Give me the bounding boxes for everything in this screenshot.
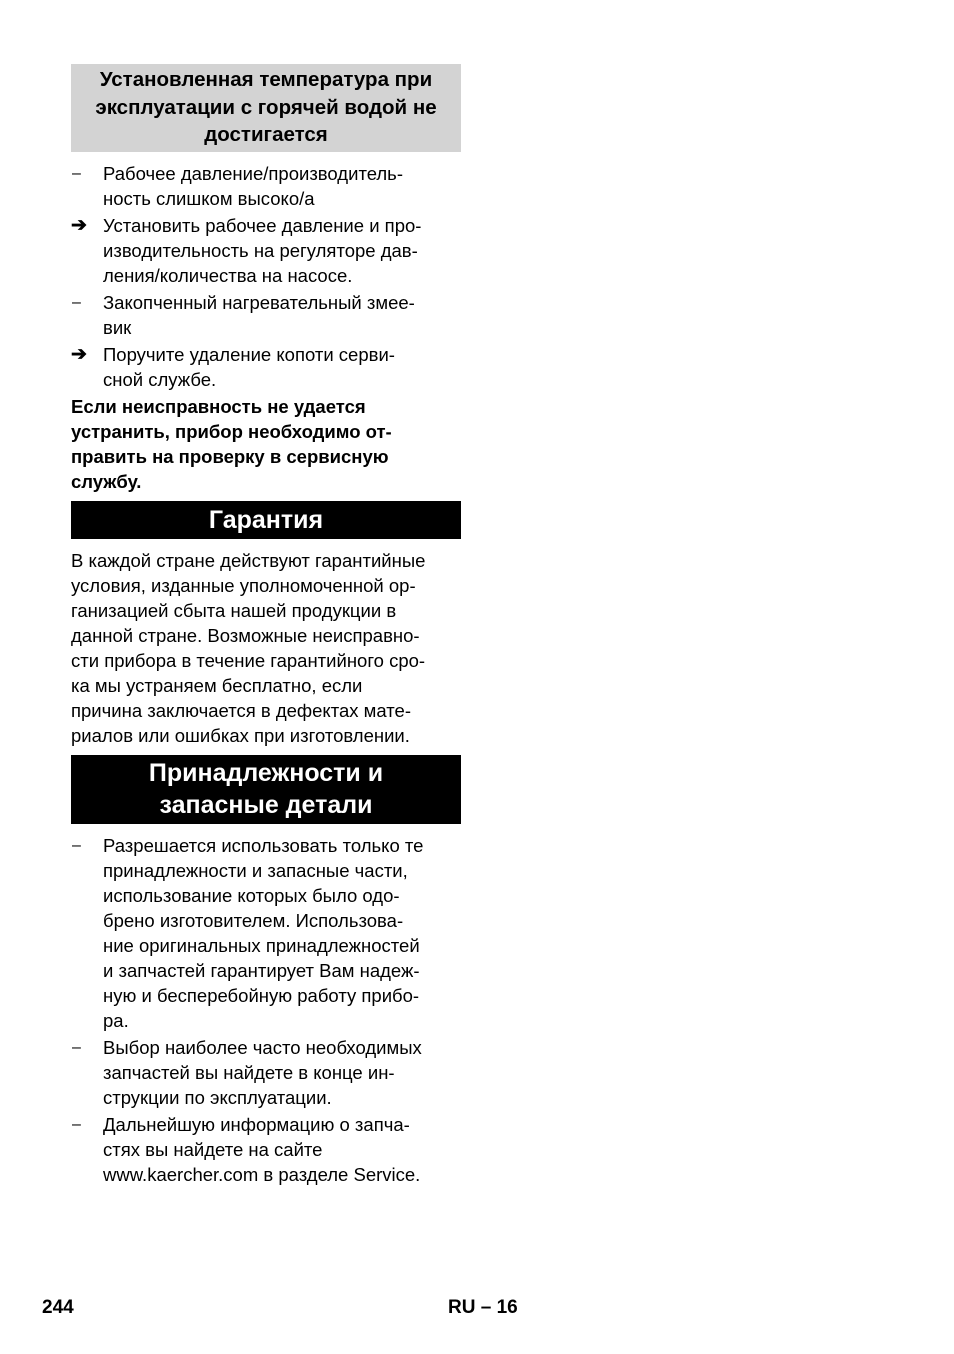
item-line: вик	[103, 316, 132, 338]
list-item	[71, 290, 461, 340]
item-line: использование которых было одо-	[103, 884, 400, 906]
item-line: ную и бесперебойную работу прибо-	[103, 984, 420, 1006]
dash-bullet: –	[72, 836, 81, 854]
item-line: струкции по эксплуатации.	[103, 1086, 332, 1108]
item-line: изводительность на регуляторе дав-	[103, 239, 418, 261]
warranty-text	[71, 548, 461, 748]
item-line: принадлежности и запасные части,	[103, 859, 408, 881]
text-line: причина заключается в дефектах мате-	[71, 699, 411, 721]
text-line: условия, изданные уполномоченной ор-	[71, 574, 416, 596]
note-line: устранить, прибор необходимо от-	[71, 420, 392, 442]
text-line: риалов или ошибках при изготовлении.	[71, 724, 410, 746]
arrow-right-icon: ➔	[71, 214, 87, 236]
service-note	[71, 394, 461, 494]
item-line: запчастей вы найдете в конце ин-	[103, 1061, 395, 1083]
list-item	[71, 342, 461, 392]
item-line: стях вы найдете на сайте	[103, 1138, 323, 1160]
accessories-list	[71, 833, 461, 1187]
content-column	[71, 64, 461, 1187]
item-line: Разрешается использовать только те	[103, 834, 424, 856]
list-item	[71, 1112, 461, 1187]
text-line: сти прибора в течение гарантийного сро-	[71, 649, 426, 671]
accessories-heading	[71, 755, 461, 824]
text-line: В каждой стране действуют гарантийные	[71, 549, 426, 571]
item-line: ра.	[103, 1009, 129, 1031]
list-item	[71, 833, 461, 1033]
troubleshooting-list	[71, 161, 461, 392]
item-line: Дальнейшую информацию о запча-	[103, 1113, 410, 1135]
heading-line: Принадлежности и	[148, 758, 384, 787]
dash-bullet: –	[72, 1115, 81, 1133]
item-line: Установить рабочее давление и про-	[103, 214, 422, 236]
item-line: Рабочее давление/производитель-	[103, 162, 403, 184]
text-line: ка мы устраняем бесплатно, если	[71, 674, 363, 696]
item-line: ность слишком высоко/а	[103, 187, 315, 209]
language-page-label: RU – 16	[448, 1297, 518, 1318]
item-line: Выбор наиболее часто необходимых	[103, 1036, 422, 1058]
arrow-right-icon: ➔	[71, 343, 87, 365]
note-line: службу.	[71, 470, 142, 492]
dash-bullet: –	[72, 1038, 81, 1056]
item-line: Поручите удаление копоти серви-	[103, 343, 395, 365]
list-item	[71, 1035, 461, 1110]
heading-line: запасные детали	[159, 790, 373, 819]
item-line: и запчастей гарантирует Вам надеж-	[103, 959, 420, 981]
note-line: Если неисправность не удается	[71, 395, 366, 417]
item-line: сной службе.	[103, 368, 217, 390]
item-line: Закопченный нагревательный змее-	[103, 291, 415, 313]
item-line: брено изготовителем. Использова-	[103, 909, 404, 931]
dash-bullet: –	[72, 293, 81, 311]
dash-bullet: –	[72, 164, 81, 182]
list-item	[71, 213, 461, 288]
page-number: 244	[42, 1297, 74, 1318]
item-line: ние оригинальных принадлежностей	[103, 934, 420, 956]
item-line: www.kaercher.com в разделе Service.	[103, 1163, 421, 1185]
text-line: данной стране. Возможные неисправно-	[71, 624, 420, 646]
item-line: ления/количества на насосе.	[103, 264, 353, 286]
list-item	[71, 161, 461, 211]
note-line: править на проверку в сервисную	[71, 445, 389, 467]
troubleshooting-heading: Установленная температура при эксплуатации с горячей водой не достигается	[71, 64, 461, 152]
text-line: ганизацией сбыта нашей продукции в	[71, 599, 397, 621]
warranty-heading: Гарантия	[71, 501, 461, 539]
